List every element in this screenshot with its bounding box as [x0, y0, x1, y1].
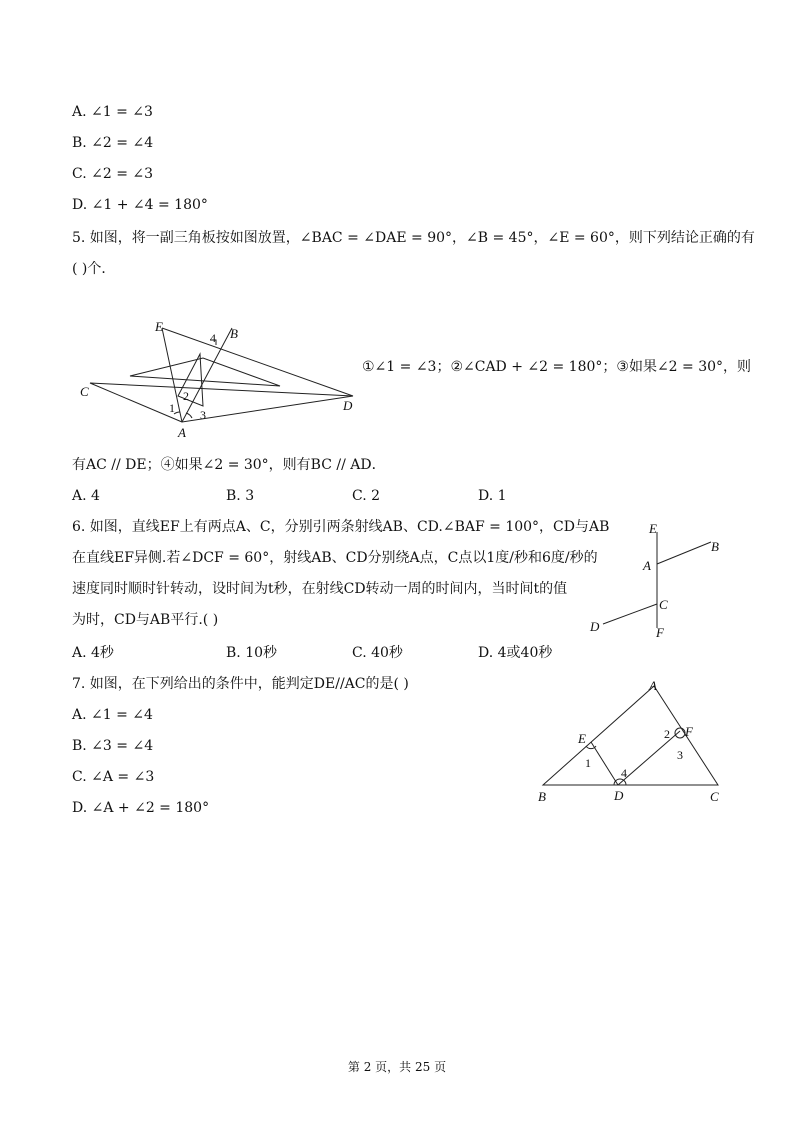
q7-option-b: B. ∠3 = ∠4	[72, 738, 154, 754]
q5-option-a: A. 4	[72, 488, 100, 504]
q5-label-4: 4	[210, 331, 216, 345]
q6-label-b: B	[711, 539, 719, 554]
option-d: D. ∠1 + ∠4 = 180°	[72, 197, 208, 213]
q7-label-1: 1	[585, 756, 591, 770]
q5-label-1: 1	[169, 401, 175, 415]
q6-ray-cd	[603, 604, 657, 624]
q7-label-e: E	[578, 731, 586, 746]
q7-label-d: D	[614, 788, 624, 803]
q6-option-a: A. 4秒	[72, 645, 114, 661]
q5-segment-ed	[162, 328, 353, 396]
q7-label-b: B	[538, 789, 546, 804]
page-footer: 第 2 页，共 25 页	[347, 1060, 447, 1074]
q6-stem-line1: 6. 如图，直线EF上有两点A、C，分别引两条射线AB、CD.∠BAF = 100°，CD与AB	[72, 519, 610, 535]
q7-option-d: D. ∠A + ∠2 = 180°	[72, 800, 210, 816]
q6-label-d: D	[590, 619, 600, 634]
q5-label-2: 2	[183, 389, 189, 403]
q5-label-d: D	[343, 398, 353, 413]
q6-option-c: C. 40秒	[352, 645, 403, 661]
q5-label-b: B	[230, 326, 238, 341]
q7-label-2: 2	[664, 727, 670, 741]
q6-stem-line2: 在直线EF异侧.若∠DCF = 60°，射线AB、CD分别绕A点，C点以1度/秒和6度/秒的	[72, 550, 598, 566]
q7-option-c: C. ∠A = ∠3	[72, 769, 155, 785]
q5-label-e: E	[155, 319, 163, 334]
q5-stem-line1: 5. 如图，将一副三角板按如图放置，∠BAC = ∠DAE = 90°，∠B = 45°，∠E = 60°，则下列结论正确的有	[72, 230, 755, 246]
q5-figure	[70, 318, 370, 443]
q6-label-c: C	[659, 597, 668, 612]
option-c: C. ∠2 = ∠3	[72, 166, 154, 182]
q6-label-e: E	[649, 521, 657, 536]
q5-option-b: B. 3	[226, 488, 255, 504]
q7-label-f: F	[685, 724, 693, 739]
q6-ray-ab	[657, 542, 711, 564]
q5-option-c: C. 2	[352, 488, 381, 504]
q6-option-b: B. 10秒	[226, 645, 278, 661]
q6-option-d: D. 4或40秒	[478, 645, 553, 661]
option-a: A. ∠1 = ∠3	[72, 104, 153, 120]
q5-label-c: C	[80, 384, 89, 399]
q7-label-a: A	[649, 678, 657, 693]
q7-figure	[530, 673, 730, 808]
q6-label-a: A	[643, 558, 651, 573]
q6-figure	[585, 518, 730, 643]
q5-option-d: D. 1	[478, 488, 507, 504]
q7-label-3: 3	[677, 748, 683, 762]
q5-stem-line2: ( )个．	[72, 261, 116, 277]
q5-statements-cont: 有AC // DE；④如果∠2 = 30°，则有BC // AD．	[72, 457, 386, 473]
q5-label-3: 3	[200, 408, 206, 422]
q5-triangle-acd	[90, 383, 353, 422]
q5-label-a: A	[178, 425, 186, 440]
q7-angle-2-3-mark	[675, 728, 685, 738]
q6-label-f: F	[656, 625, 664, 640]
q5-angle-3-arc	[186, 413, 192, 418]
q6-stem-line3: 速度同时顺时针转动，设时间为t秒，在射线CD转动一周的时间内，当时间t的值	[72, 581, 568, 597]
q7-segment-df	[618, 731, 680, 785]
option-b: B. ∠2 = ∠4	[72, 135, 154, 151]
q7-segment-ed	[591, 742, 618, 785]
q7-label-c: C	[710, 789, 719, 804]
q5-statements: ①∠1 = ∠3；②∠CAD + ∠2 = 180°；③如果∠2 = 30°，则	[362, 359, 752, 375]
q6-stem-line4: 为时，CD与AB平行.( )	[72, 612, 219, 628]
q7-stem: 7. 如图，在下列给出的条件中，能判定DE//AC的是( )	[72, 676, 409, 692]
q7-option-a: A. ∠1 = ∠4	[72, 707, 153, 723]
q7-label-4: 4	[621, 766, 627, 780]
